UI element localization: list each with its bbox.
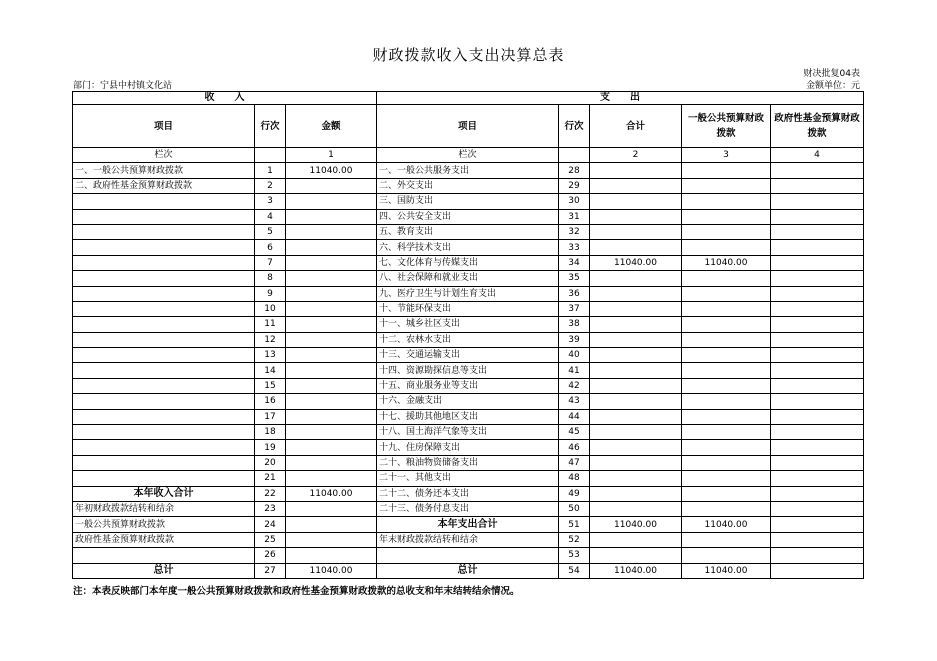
index-empty (559, 148, 590, 163)
table-row (73, 240, 864, 255)
table-row (73, 394, 864, 409)
gov-fund-cell (771, 240, 864, 255)
income-item-cell (73, 440, 255, 455)
gov-fund-cell (771, 348, 864, 363)
expense-line-cell: 29 (559, 178, 590, 193)
expense-line-cell: 46 (559, 440, 590, 455)
index-col-4: 4 (771, 148, 864, 163)
income-line-cell: 17 (255, 409, 286, 424)
general-budget-cell (682, 455, 771, 470)
income-item-cell: 二、政府性基金预算财政拨款 (73, 178, 255, 193)
income-amount-cell (286, 532, 377, 547)
expense-total-cell (590, 194, 682, 209)
expense-total-cell (590, 425, 682, 440)
table-row (73, 163, 864, 178)
income-amount-cell (286, 332, 377, 347)
table-row (73, 563, 864, 578)
gov-fund-cell (771, 394, 864, 409)
header-expense-total: 合计 (590, 105, 682, 148)
expense-line-cell: 30 (559, 194, 590, 209)
expense-line-cell: 47 (559, 455, 590, 470)
general-budget-cell (682, 163, 771, 178)
expense-item-cell: 年末财政拨款结转和结余 (377, 532, 559, 547)
income-item-cell (73, 301, 255, 316)
expense-line-cell: 41 (559, 363, 590, 378)
income-line-cell: 10 (255, 301, 286, 316)
expense-line-cell: 32 (559, 224, 590, 239)
footnote: 注：本表反映部门本年度一般公共预算财政拨款和政府性基金预算财政拨款的总收支和年末结转结余情况。 (73, 586, 520, 597)
expense-item-cell: 十一、城乡社区支出 (377, 317, 559, 332)
expense-total-cell (590, 332, 682, 347)
general-budget-cell (682, 363, 771, 378)
expense-line-cell: 44 (559, 409, 590, 424)
table-row (73, 548, 864, 563)
expense-line-cell: 43 (559, 394, 590, 409)
income-item-cell (73, 317, 255, 332)
expense-line-cell: 31 (559, 209, 590, 224)
gov-fund-cell (771, 501, 864, 516)
gov-fund-cell (771, 163, 864, 178)
expense-line-cell: 39 (559, 332, 590, 347)
general-budget-cell (682, 548, 771, 563)
income-line-cell: 6 (255, 240, 286, 255)
income-item-cell (73, 425, 255, 440)
expense-total-cell (590, 286, 682, 301)
expense-line-cell: 51 (559, 517, 590, 532)
general-budget-cell (682, 286, 771, 301)
header-income-amount: 金额 (286, 105, 377, 148)
income-item-cell (73, 471, 255, 486)
expense-total-cell (590, 224, 682, 239)
gov-fund-cell (771, 255, 864, 270)
gov-fund-cell (771, 286, 864, 301)
gov-fund-cell (771, 440, 864, 455)
table-row (73, 194, 864, 209)
general-budget-cell (682, 440, 771, 455)
income-item-cell: 总计 (73, 563, 255, 578)
general-budget-cell: 11040.00 (682, 563, 771, 578)
table-row (73, 224, 864, 239)
income-line-cell: 15 (255, 378, 286, 393)
expense-total-cell: 11040.00 (590, 255, 682, 270)
expense-item-cell: 二、外交支出 (377, 178, 559, 193)
expense-item-cell: 本年支出合计 (377, 517, 559, 532)
income-line-cell: 27 (255, 563, 286, 578)
expense-item-cell: 十八、国土海洋气象等支出 (377, 425, 559, 440)
income-item-cell: 一、一般公共预算财政拨款 (73, 163, 255, 178)
report-title: 财政拨款收入支出决算总表 (372, 46, 565, 64)
income-line-cell: 12 (255, 332, 286, 347)
income-item-cell (73, 455, 255, 470)
expense-item-cell: 九、医疗卫生与计划生育支出 (377, 286, 559, 301)
expense-item-cell: 十三、交通运输支出 (377, 348, 559, 363)
income-item-cell (73, 209, 255, 224)
general-budget-cell (682, 501, 771, 516)
general-budget-cell (682, 425, 771, 440)
expense-item-cell: 四、公共安全支出 (377, 209, 559, 224)
table-row (73, 425, 864, 440)
income-amount-cell: 11040.00 (286, 563, 377, 578)
income-item-cell (73, 255, 255, 270)
expense-total-cell (590, 471, 682, 486)
department-label: 部门：宁县中村镇文化站 (73, 81, 173, 91)
expense-total-cell (590, 317, 682, 332)
table-row (73, 517, 864, 532)
general-budget-cell (682, 194, 771, 209)
expense-total-cell (590, 301, 682, 316)
income-item-cell (73, 194, 255, 209)
general-budget-cell (682, 301, 771, 316)
expense-section-label: 支 出 (377, 92, 864, 105)
general-budget-cell (682, 271, 771, 286)
gov-fund-cell (771, 455, 864, 470)
general-budget-cell (682, 471, 771, 486)
income-line-cell: 21 (255, 471, 286, 486)
expense-total-cell (590, 163, 682, 178)
income-line-cell: 1 (255, 163, 286, 178)
income-section-label: 收 入 (73, 92, 377, 105)
income-amount-cell (286, 224, 377, 239)
gov-fund-cell (771, 363, 864, 378)
gov-fund-cell (771, 548, 864, 563)
table-row (73, 332, 864, 347)
table-row (73, 501, 864, 516)
expense-item-cell: 二十二、债务还本支出 (377, 486, 559, 501)
general-budget-cell (682, 317, 771, 332)
income-item-cell (73, 409, 255, 424)
expense-line-cell: 53 (559, 548, 590, 563)
gov-fund-cell (771, 378, 864, 393)
table-row (73, 348, 864, 363)
expense-item-cell: 三、国防支出 (377, 194, 559, 209)
expense-total-cell (590, 548, 682, 563)
header-income-item: 项目 (73, 105, 255, 148)
table-row (73, 363, 864, 378)
gov-fund-cell (771, 301, 864, 316)
income-line-cell: 3 (255, 194, 286, 209)
expense-item-cell: 五、教育支出 (377, 224, 559, 239)
expense-line-cell: 49 (559, 486, 590, 501)
gov-fund-cell (771, 517, 864, 532)
income-line-cell: 19 (255, 440, 286, 455)
expense-total-cell (590, 440, 682, 455)
expense-line-cell: 28 (559, 163, 590, 178)
table-row (73, 378, 864, 393)
expense-line-cell: 38 (559, 317, 590, 332)
expense-item-cell: 总计 (377, 563, 559, 578)
expense-item-cell: 十七、援助其他地区支出 (377, 409, 559, 424)
income-amount-cell (286, 409, 377, 424)
income-amount-cell (286, 548, 377, 563)
index-col-2: 2 (590, 148, 682, 163)
income-line-cell: 8 (255, 271, 286, 286)
table-row (73, 178, 864, 193)
income-item-cell (73, 548, 255, 563)
expense-item-cell: 十六、金融支出 (377, 394, 559, 409)
gov-fund-cell (771, 224, 864, 239)
income-amount-cell (286, 255, 377, 270)
table-row (73, 440, 864, 455)
income-line-cell: 9 (255, 286, 286, 301)
income-item-cell (73, 271, 255, 286)
income-amount-cell (286, 348, 377, 363)
expense-line-cell: 34 (559, 255, 590, 270)
expense-line-cell: 48 (559, 471, 590, 486)
general-budget-cell (682, 178, 771, 193)
expense-line-cell: 42 (559, 378, 590, 393)
income-line-cell: 20 (255, 455, 286, 470)
general-budget-cell (682, 224, 771, 239)
gov-fund-cell (771, 425, 864, 440)
table-row (73, 301, 864, 316)
expense-line-cell: 36 (559, 286, 590, 301)
gov-fund-cell (771, 317, 864, 332)
general-budget-cell: 11040.00 (682, 517, 771, 532)
income-amount-cell (286, 425, 377, 440)
expense-total-cell (590, 501, 682, 516)
table-row (73, 209, 864, 224)
expense-item-cell: 十四、资源勘探信息等支出 (377, 363, 559, 378)
gov-fund-cell (771, 532, 864, 547)
expense-total-cell (590, 348, 682, 363)
expense-line-cell: 54 (559, 563, 590, 578)
income-line-cell: 23 (255, 501, 286, 516)
gov-fund-cell (771, 178, 864, 193)
income-item-cell: 本年收入合计 (73, 486, 255, 501)
index-right-label: 栏次 (377, 148, 559, 163)
header-gov-fund: 政府性基金预算财政拨款 (771, 105, 864, 148)
income-line-cell: 7 (255, 255, 286, 270)
gov-fund-cell (771, 194, 864, 209)
table-row (73, 255, 864, 270)
income-item-cell (73, 348, 255, 363)
expense-total-cell (590, 486, 682, 501)
expense-total-cell (590, 178, 682, 193)
expense-item-cell: 十二、农林水支出 (377, 332, 559, 347)
income-amount-cell (286, 301, 377, 316)
expense-total-cell (590, 271, 682, 286)
income-amount-cell: 11040.00 (286, 163, 377, 178)
fiscal-summary-table (72, 91, 864, 579)
income-line-cell: 5 (255, 224, 286, 239)
income-amount-cell (286, 271, 377, 286)
income-line-cell: 26 (255, 548, 286, 563)
expense-item-cell: 七、文化体育与传媒支出 (377, 255, 559, 270)
income-item-cell (73, 332, 255, 347)
index-left-label: 栏次 (73, 148, 255, 163)
section-header-row (73, 92, 864, 105)
general-budget-cell (682, 240, 771, 255)
column-index-row (73, 148, 864, 163)
general-budget-cell (682, 486, 771, 501)
income-item-cell (73, 286, 255, 301)
expense-item-cell: 二十、粮油物资储备支出 (377, 455, 559, 470)
table-row (73, 271, 864, 286)
expense-item-cell: 八、社会保障和就业支出 (377, 271, 559, 286)
income-amount-cell (286, 240, 377, 255)
income-line-cell: 25 (255, 532, 286, 547)
table-row (73, 455, 864, 470)
gov-fund-cell (771, 471, 864, 486)
expense-line-cell: 45 (559, 425, 590, 440)
expense-item-cell: 十、节能环保支出 (377, 301, 559, 316)
income-amount-cell (286, 501, 377, 516)
table-row (73, 286, 864, 301)
gov-fund-cell (771, 271, 864, 286)
form-number: 财决批复04表 (803, 69, 860, 79)
gov-fund-cell (771, 209, 864, 224)
general-budget-cell (682, 348, 771, 363)
general-budget-cell (682, 394, 771, 409)
general-budget-cell (682, 532, 771, 547)
expense-line-cell: 35 (559, 271, 590, 286)
general-budget-cell: 11040.00 (682, 255, 771, 270)
income-amount-cell (286, 209, 377, 224)
income-item-cell (73, 378, 255, 393)
income-item-cell: 年初财政拨款结转和结余 (73, 501, 255, 516)
income-line-cell: 16 (255, 394, 286, 409)
expense-item-cell: 十五、商业服务业等支出 (377, 378, 559, 393)
table-row (73, 471, 864, 486)
expense-total-cell (590, 455, 682, 470)
expense-line-cell: 37 (559, 301, 590, 316)
income-amount-cell (286, 471, 377, 486)
income-amount-cell (286, 194, 377, 209)
expense-item-cell (377, 548, 559, 563)
expense-item-cell: 一、一般公共服务支出 (377, 163, 559, 178)
header-expense-item: 项目 (377, 105, 559, 148)
income-line-cell: 4 (255, 209, 286, 224)
income-item-cell (73, 394, 255, 409)
income-line-cell: 13 (255, 348, 286, 363)
gov-fund-cell (771, 332, 864, 347)
expense-total-cell: 11040.00 (590, 517, 682, 532)
table-row (73, 532, 864, 547)
index-empty (255, 148, 286, 163)
income-amount-cell: 11040.00 (286, 486, 377, 501)
general-budget-cell (682, 378, 771, 393)
income-item-cell: 一般公共预算财政拨款 (73, 517, 255, 532)
income-amount-cell (286, 517, 377, 532)
gov-fund-cell (771, 563, 864, 578)
income-amount-cell (286, 363, 377, 378)
expense-item-cell: 六、科学技术支出 (377, 240, 559, 255)
income-amount-cell (286, 455, 377, 470)
income-amount-cell (286, 394, 377, 409)
expense-total-cell: 11040.00 (590, 563, 682, 578)
income-line-cell: 11 (255, 317, 286, 332)
income-amount-cell (286, 317, 377, 332)
header-expense-line: 行次 (559, 105, 590, 148)
income-line-cell: 2 (255, 178, 286, 193)
expense-total-cell (590, 378, 682, 393)
expense-total-cell (590, 394, 682, 409)
income-item-cell (73, 240, 255, 255)
index-col-3: 3 (682, 148, 771, 163)
expense-line-cell: 40 (559, 348, 590, 363)
expense-total-cell (590, 209, 682, 224)
general-budget-cell (682, 209, 771, 224)
table-row (73, 409, 864, 424)
table-row (73, 486, 864, 501)
income-line-cell: 24 (255, 517, 286, 532)
expense-total-cell (590, 363, 682, 378)
expense-total-cell (590, 409, 682, 424)
table-row (73, 317, 864, 332)
income-item-cell (73, 224, 255, 239)
column-header-row (73, 105, 864, 148)
income-amount-cell (286, 286, 377, 301)
expense-item-cell: 二十一、其他支出 (377, 471, 559, 486)
index-col-1: 1 (286, 148, 377, 163)
expense-total-cell (590, 240, 682, 255)
header-general-budget: 一般公共预算财政拨款 (682, 105, 771, 148)
income-amount-cell (286, 178, 377, 193)
expense-line-cell: 50 (559, 501, 590, 516)
gov-fund-cell (771, 486, 864, 501)
income-line-cell: 18 (255, 425, 286, 440)
expense-item-cell: 十九、住房保障支出 (377, 440, 559, 455)
income-amount-cell (286, 440, 377, 455)
header-income-line: 行次 (255, 105, 286, 148)
expense-line-cell: 33 (559, 240, 590, 255)
income-line-cell: 22 (255, 486, 286, 501)
income-item-cell (73, 363, 255, 378)
gov-fund-cell (771, 409, 864, 424)
expense-total-cell (590, 532, 682, 547)
expense-line-cell: 52 (559, 532, 590, 547)
general-budget-cell (682, 332, 771, 347)
income-line-cell: 14 (255, 363, 286, 378)
income-item-cell: 政府性基金预算财政拨款 (73, 532, 255, 547)
expense-item-cell: 二十三、债务付息支出 (377, 501, 559, 516)
amount-unit: 金额单位：元 (805, 81, 860, 91)
income-amount-cell (286, 378, 377, 393)
general-budget-cell (682, 409, 771, 424)
